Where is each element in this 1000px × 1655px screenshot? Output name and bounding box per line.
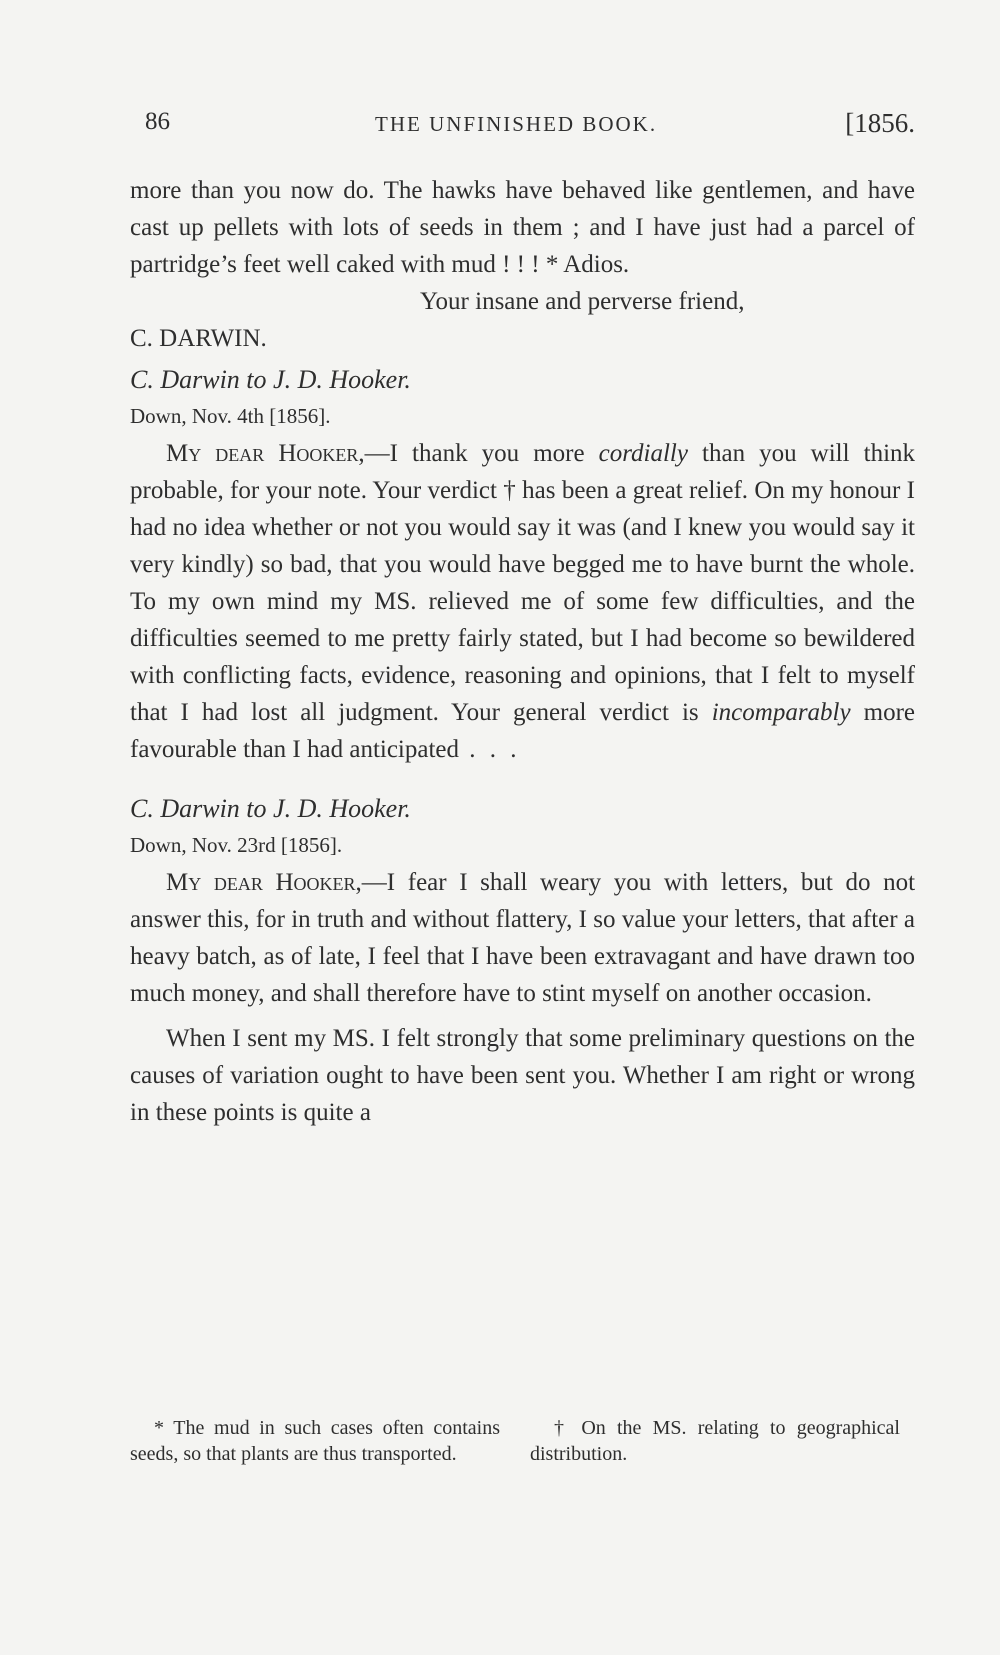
- letter3-paragraph-2: When I sent my MS. I felt strongly that some preliminary questions on the causes of variation ought to have been sent you. Whether I am right or wrong in these points is quite a: [130, 1025, 915, 1126]
- signature-initial: C. D: [130, 325, 178, 352]
- page-header: [135, 108, 915, 148]
- letter3-salutation: My dear Hooker,: [166, 869, 362, 896]
- letter3-paragraph-1: [130, 864, 915, 1012]
- letter2-ellipsis: . . .: [459, 736, 521, 763]
- header-year: [1856.: [845, 108, 915, 138]
- letter2-text-1: —I thank you more: [364, 440, 599, 467]
- letter2-paragraph: [130, 435, 915, 768]
- letter1-signature: [130, 320, 915, 357]
- footnote-star-text: * The mud in such cases often contains seeds, so that plants are thus transported.: [130, 1417, 500, 1465]
- letter2-salutation: My dear Hooker,: [166, 440, 365, 467]
- letter3-heading: C. Darwin to J. D. Hooker.: [130, 794, 411, 823]
- page-number: 86: [145, 108, 170, 135]
- letter2-text-2: than you will think probable, for your note. Your verdict † has been a great relief. On my honour I had no idea whether or not you would say it was (and I knew you would say it very kindly) so bad, that you would have begged me to have burnt the whole. To my own mind my MS. relieved me of some few difficulties, and the difficulties seemed to me pretty fairly stated, but I had become so bewildered with conflicting facts, evidence, reasoning and opinions, that I felt to myself that I had lost all judgment. Your general verdict is: [130, 440, 916, 726]
- letter2-emphasis-1: cordially: [598, 440, 688, 467]
- letter1-signoff: Your insane and perverse friend,: [420, 288, 745, 315]
- footnote-dagger-text: † On the MS. relating to geographical distribution.: [530, 1417, 900, 1465]
- footnote-star: [130, 1415, 500, 1467]
- letter1-closing-paragraph: more than you now do. The hawks have behaved like gentlemen, and have cast up pellets with lots of seeds in them ; and I have just had a parcel of partridge’s feet well caked with mud ! ! ! * Adios.: [130, 177, 915, 278]
- letter2-heading: C. Darwin to J. D. Hooker.: [130, 365, 411, 394]
- letter3-text-1: —I fear I shall weary you with letters, but do not answer this, for in truth and without flattery, I so value your letters, that after a heavy batch, as of late, I feel that I have been extravagant and have drawn too much money, and shall therefore have to stint myself on another occasion.: [130, 869, 916, 1007]
- letter2-text-3: more favourable than I had anticipated: [130, 699, 916, 763]
- letter2-dateline: Down, Nov. 4th [1856].: [130, 404, 331, 428]
- running-title: THE UNFINISHED BOOK.: [375, 112, 658, 136]
- letter2-emphasis-2: incomparably: [711, 699, 851, 726]
- footnote-dagger: [530, 1415, 900, 1467]
- signature-rest: ARWIN.: [177, 325, 267, 352]
- letter3-dateline: Down, Nov. 23rd [1856].: [130, 833, 343, 857]
- page-body: [130, 172, 915, 1131]
